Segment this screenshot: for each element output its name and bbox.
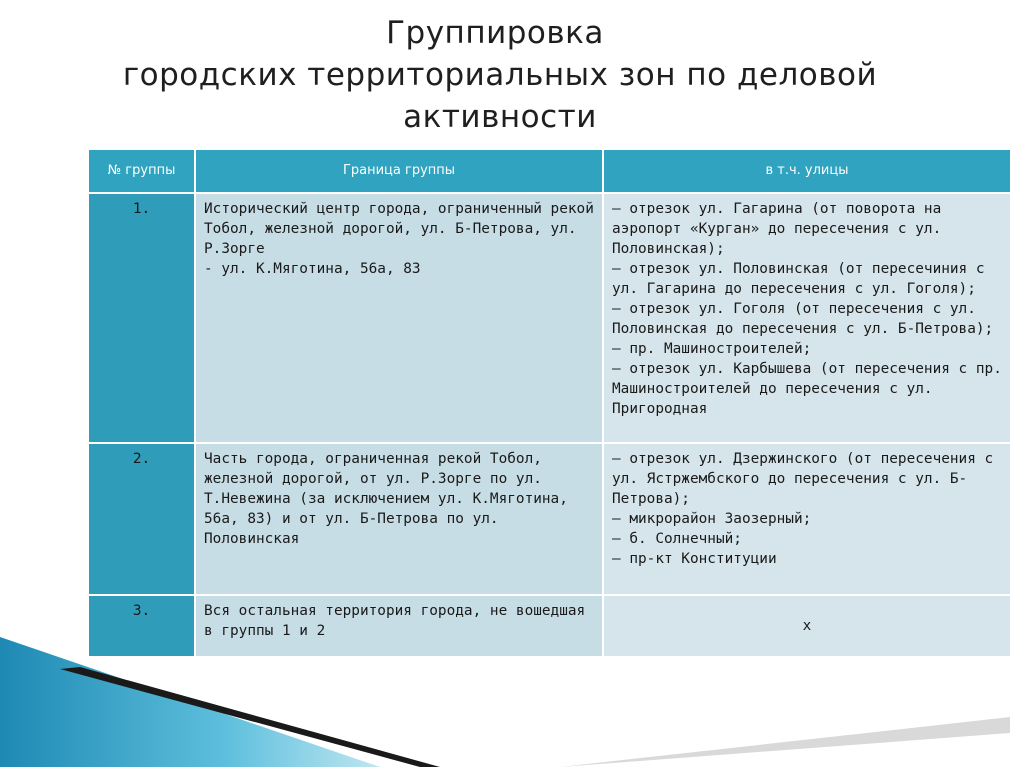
street-item: – отрезок ул. Карбышева (от пересечения с пр. Машиностроителей до пересечения с ул. Пригородная bbox=[612, 361, 1002, 417]
border-text: Часть города, ограниченная рекой Тобол, железной дорогой, от ул. Р.Зорге по ул. Т.Невежина (за исключением ул. К.Мяготина, 56а, 83) и от ул. Б-Петрова по ул. Половинская bbox=[204, 451, 568, 547]
group-number: 2. bbox=[88, 443, 195, 595]
zones-table bbox=[87, 148, 1012, 658]
group-border-cell bbox=[195, 193, 603, 443]
streets-cell bbox=[603, 443, 1011, 595]
street-item: – отрезок ул. Половинская (от пересечиния с ул. Гагарина до пересечения с ул. Гоголя); bbox=[612, 261, 985, 297]
street-item: – микрорайон Заозерный; bbox=[612, 511, 812, 527]
streets-cell bbox=[603, 193, 1011, 443]
street-item: – отрезок ул. Гоголя (от пересечения с ул. Половинская до пересечения с ул. Б-Петрова); – пр. Машиностроителей; bbox=[612, 301, 994, 357]
group-number: 3. bbox=[88, 595, 195, 657]
slide-title bbox=[0, 12, 1000, 138]
title-line-3: активности bbox=[403, 99, 597, 135]
border-text: Вся остальная территория города, не вошедшая bbox=[204, 603, 586, 619]
street-item: – пр-кт Конституции bbox=[612, 551, 777, 567]
header-group-border: Граница группы bbox=[195, 149, 603, 193]
header-streets: в т.ч. улицы bbox=[603, 149, 1011, 193]
title-line-1: Группировка bbox=[386, 15, 604, 51]
street-item: – отрезок ул. Гагарина (от поворота на аэропорт «Курган» до пересечения с ул. Половинская); bbox=[612, 201, 942, 257]
table-row bbox=[88, 443, 1011, 595]
street-item: – б. Солнечный; bbox=[612, 531, 742, 547]
street-item: x bbox=[802, 618, 812, 634]
decorative-swoosh bbox=[0, 637, 1024, 767]
border-text: Исторический центр города, ограниченный рекой Тобол, железной дорогой, ул. Б-Петрова, ул. Р.Зорге bbox=[204, 201, 594, 257]
title-line-2: городских территориальных зон по деловой bbox=[122, 57, 878, 93]
header-group-number: № группы bbox=[88, 149, 195, 193]
table-header-row bbox=[88, 149, 1011, 193]
street-item: – отрезок ул. Дзержинского (от пересечения с ул. Ястржембского до пересечения с ул. Б-Петрова); bbox=[612, 451, 994, 507]
group-number: 1. bbox=[88, 193, 195, 443]
table-row bbox=[88, 193, 1011, 443]
border-text: - ул. К.Мяготина, 56а, 83 bbox=[204, 261, 421, 277]
border-text: в группы 1 и 2 bbox=[204, 623, 326, 639]
group-border-cell bbox=[195, 443, 603, 595]
